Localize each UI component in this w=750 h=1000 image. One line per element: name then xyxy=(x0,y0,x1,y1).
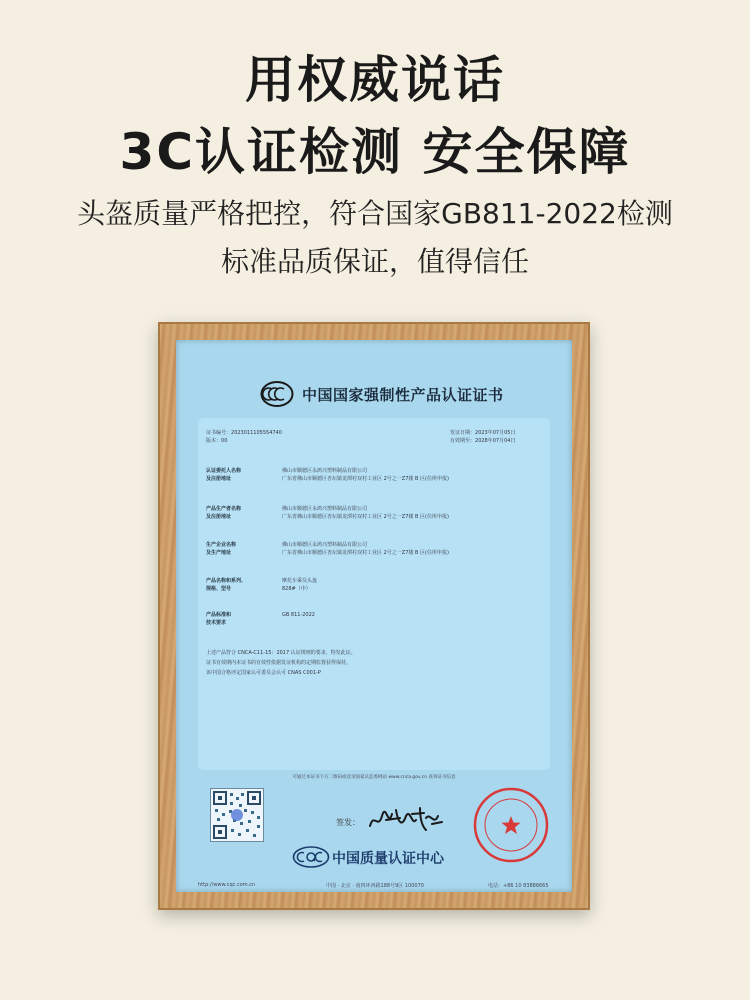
certificate-title: 中国国家强制性产品认证证书 xyxy=(302,386,504,404)
applicant-addr: 广东省佛山市顺德区杏坛镇龙潭村双村工业区 2号之一Z7楼 B 区(住所申报) xyxy=(282,476,449,482)
headline-line1: 用权威说话 xyxy=(245,51,505,109)
footer-website: http://www.cqc.com.cn xyxy=(198,882,256,888)
certificate-panel xyxy=(198,418,550,770)
footer-phone: 电话：+86 10 83886665 xyxy=(488,883,549,889)
cert-no-label: 证书编号： xyxy=(206,430,232,436)
producer-addr: 广东省佛山市顺德区杏坛镇龙潭村双村工业区 2号之一Z7楼 B 区(住所申报) xyxy=(282,514,449,520)
subtitle-line2: 标准品质保证，值得信任 xyxy=(220,245,529,278)
cqc-logo-icon xyxy=(292,846,330,868)
standard-label2: 技术要求 xyxy=(206,620,227,626)
cert-no: 2023011105554740 xyxy=(231,430,282,436)
ccc-logo-icon xyxy=(260,380,294,408)
factory-label: 生产企业名称 xyxy=(206,542,237,548)
factory-name: 佛山市顺德区永鸿兴塑料制品有限公司 xyxy=(282,542,368,548)
standard: GB 811-2022 xyxy=(282,612,315,618)
edition: 00 xyxy=(221,438,228,444)
applicant-addr-label: 及注册地址 xyxy=(206,476,232,482)
applicant-label: 认证委托人名称 xyxy=(206,468,242,474)
official-seal-icon xyxy=(472,786,550,864)
factory-addr-label: 及生产地址 xyxy=(206,550,232,556)
applicant-name: 佛山市顺德区永鸿兴塑料制品有限公司 xyxy=(282,468,368,474)
producer-label: 产品生产者名称 xyxy=(206,506,242,512)
expiry-row xyxy=(450,438,515,445)
statement-2: 证书有效期内本证书的有效性依据发证机构的定期监督获得保持。 xyxy=(206,660,352,666)
issue-date: 2023年07月05日 xyxy=(475,430,516,436)
model-label: 规格、型号 xyxy=(206,586,232,592)
reference-note: 可通过本证书下方二维码或登录国家认监委网站 www.cnca.gov.cn 查询证书信息 xyxy=(292,775,456,780)
certificate xyxy=(176,340,572,892)
edition-label: 版本： xyxy=(206,438,222,444)
expiry-label: 有效期至： xyxy=(450,438,476,444)
signature-image xyxy=(366,804,446,834)
product-model: 828#（中） xyxy=(282,586,311,592)
issuer-name: 中国质量认证中心 xyxy=(332,851,444,867)
producer-addr-label: 及注册地址 xyxy=(206,514,232,520)
factory-addr: 广东省佛山市顺德区杏坛镇龙潭村双村工业区 2号之一Z7楼 B 区(住所申报) xyxy=(282,550,449,556)
expiry-date: 2028年07月04日 xyxy=(475,438,516,444)
headline-line2: 3C认证检测 安全保障 xyxy=(119,123,631,181)
statement-1: 上述产品符合 CNCA-C11-15：2017 认证规则的要求，特发此证。 xyxy=(206,650,356,656)
subtitle-line1: 头盔质量严格把控，符合国家GB811-2022检测 xyxy=(77,197,673,230)
issue-row xyxy=(450,430,515,437)
signature-label: 签发： xyxy=(336,818,360,827)
product-name: 摩托车乘员头盔 xyxy=(282,578,318,584)
product-label: 产品名称和系列、 xyxy=(206,578,247,584)
statement-3: 该中国合格评定国家认可委员会认可 CNAS C001-P xyxy=(206,670,321,676)
footer-address: 中国 · 北京 · 南四环西路188号9区 100070 xyxy=(326,883,424,889)
qr-code-icon xyxy=(210,788,264,842)
producer-name: 佛山市顺德区永鸿兴塑料制品有限公司 xyxy=(282,506,368,512)
edition-row xyxy=(206,438,227,445)
certificate-header xyxy=(176,380,572,410)
cert-no-row xyxy=(206,430,282,437)
wooden-frame xyxy=(158,322,590,910)
issue-label: 发证日期： xyxy=(450,430,476,436)
standard-label: 产品标准和 xyxy=(206,612,232,618)
